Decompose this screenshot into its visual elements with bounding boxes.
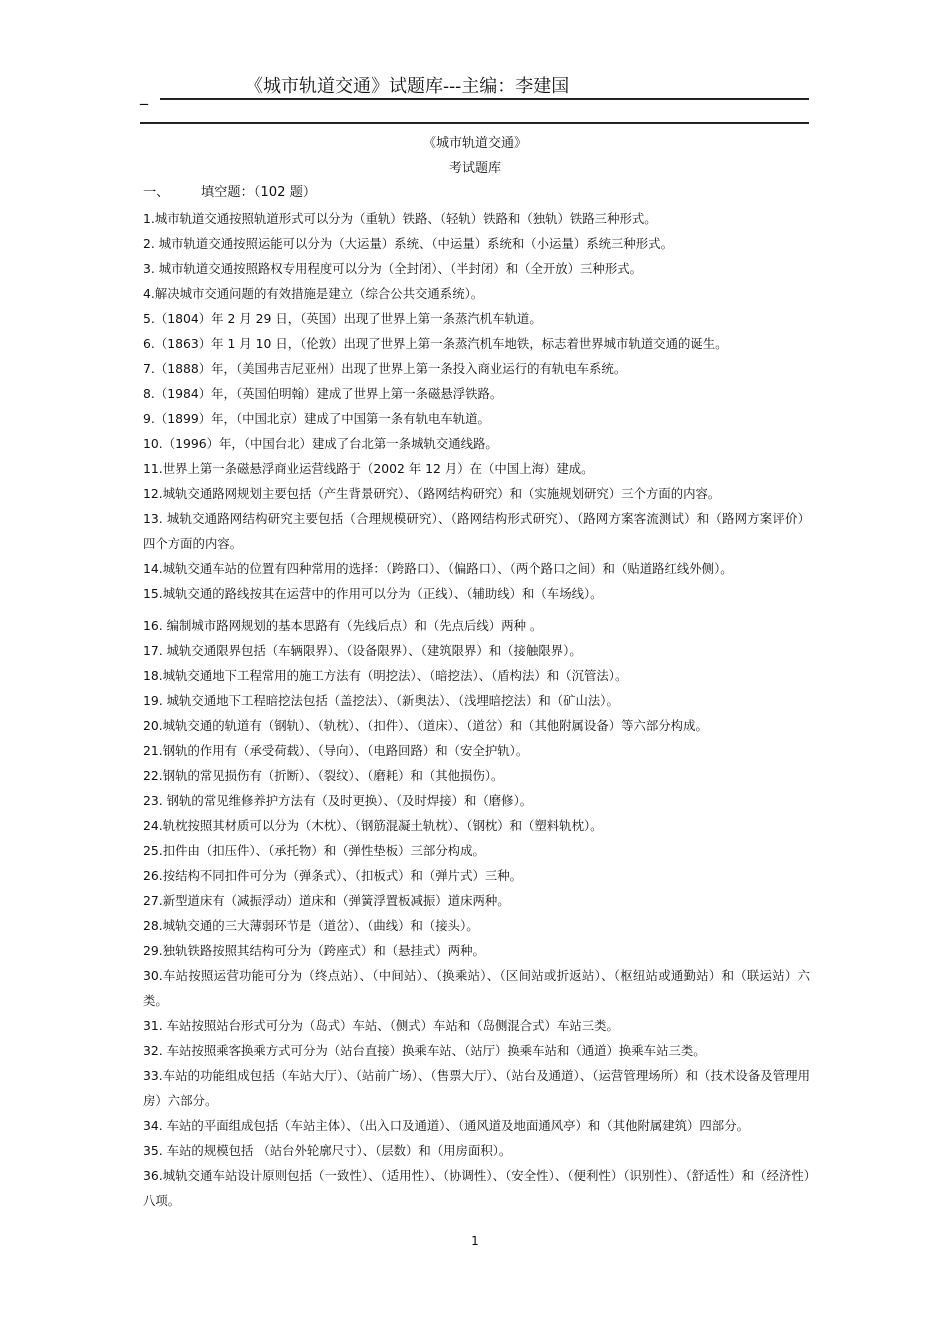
question-item: 36.城轨交通车站设计原则包括（一致性）、（适用性）、（协调性）、（安全性）、（便利性）（识别性）、（舒适性）和（经济性）八项。 (143, 1168, 810, 1208)
question-item: 29.独轨铁路按照其结构可分为（跨座式）和（悬挂式）两种。 (143, 943, 485, 958)
question-item: 33.车站的功能组成包括（车站大厅）、（站前广场）、（售票大厅）、（站台及通道）、（运营管理场所）和（技术设备及管理用房）六部分。 (143, 1068, 810, 1108)
question-item: 18.城轨交通地下工程常用的施工方法有（明挖法）、（暗挖法）、（盾构法）和（沉管法）。 (143, 668, 628, 683)
question-item: 22.钢轨的常见损伤有（折断）、（裂纹）、（磨耗）和（其他损伤）。 (143, 768, 504, 783)
question-item: 34. 车站的平面组成包括（车站主体）、（出入口及通道）、（通风道及地面通风亭）和（其他附属建筑）四部分。 (143, 1118, 749, 1133)
question-item: 19. 城轨交通地下工程暗挖法包括（盖挖法）、（新奥法）、（浅埋暗挖法）和（矿山法）。 (143, 693, 619, 708)
header-rule (160, 98, 809, 100)
question-item: 7.（1888）年，（美国弗吉尼亚州）出现了世界上第一条投入商业运行的有轨电车系统。 (143, 361, 627, 376)
page-number: 1 (471, 1234, 479, 1248)
header-mark: _ (140, 86, 148, 105)
question-item: 35. 车站的规模包括 （站台外轮廓尺寸）、（层数）和（用房面积）。 (143, 1143, 512, 1158)
question-item: 26.按结构不同扣件可分为（弹条式）、（扣板式）和（弹片式）三种。 (143, 868, 523, 883)
question-item: 30.车站按照运营功能可分为（终点站）、（中间站）、（换乘站）、（区间站或折返站）、（枢纽站或通勤站）和（联运站）六类。 (143, 968, 810, 1008)
header-title: 《城市轨道交通》试题库---主编：李建国 (245, 76, 570, 97)
question-item: 13. 城轨交通路网结构研究主要包括（合理规模研究）、（路网结构形式研究）、（路网方案客流测试）和（路网方案评价）四个方面的内容。 (143, 511, 810, 551)
question-item: 20.城轨交通的轨道有（钢轨）、（轨枕）、（扣件）、（道床）、（道岔）和（其他附属设备）等六部分构成。 (143, 718, 708, 733)
question-item: 23. 钢轨的常见维修养护方法有（及时更换）、（及时焊接）和（磨修）。 (143, 793, 533, 808)
question-item: 27.新型道床有（减振浮动）道床和（弹簧浮置板减振）道床两种。 (143, 893, 510, 908)
section-number: 一、 (143, 185, 170, 200)
question-item: 25.扣件由（扣压件）、（承托物）和（弹性垫板）三部分构成。 (143, 843, 485, 858)
question-item: 1.城市轨道交通按照轨道形式可以分为（重轨）铁路、（轻轨）铁路和（独轨）铁路三种形式。 (143, 211, 657, 226)
document-title: 《城市轨道交通》 (422, 136, 527, 151)
question-item: 12.城轨交通路网规划主要包括（产生背景研究）、（路网结构研究）和（实施规划研究）三个方面的内容。 (143, 486, 721, 501)
question-item: 21.钢轨的作用有（承受荷载）、（导向）、（电路回路）和（安全护轨）。 (143, 743, 529, 758)
section-heading (143, 181, 316, 200)
question-item: 9.（1899）年，（中国北京）建成了中国第一条有轨电车轨道。 (143, 411, 490, 426)
document-subtitle: 考试题库 (448, 161, 501, 176)
question-item: 4.解决城市交通问题的有效措施是建立（综合公共交通系统）。 (143, 286, 484, 301)
question-item: 10.（1996）年，（中国台北）建成了台北第一条城轨交通线路。 (143, 436, 498, 451)
divider-rule (140, 122, 809, 124)
section-title: 填空题：（102 题） (201, 185, 317, 200)
question-item: 24.轨枕按照其材质可以分为（木枕）、（钢筋混凝土轨枕）、（钢枕）和（塑料轨枕）。 (143, 818, 603, 833)
question-item: 28.城轨交通的三大薄弱环节是（道岔）、（曲线）和（接头）。 (143, 918, 479, 933)
question-item: 31. 车站按照站台形式可分为（岛式）车站、（侧式）车站和（岛侧混合式）车站三类。 (143, 1018, 619, 1033)
question-item: 14.城轨交通车站的位置有四种常用的选择：（跨路口）、（偏路口）、（两个路口之间）和（贴道路红线外侧）。 (143, 561, 733, 576)
question-item: 5.（1804）年 2 月 29 日，（英国）出现了世界上第一条蒸汽机车轨道。 (143, 311, 542, 326)
paragraph-gap (143, 606, 810, 613)
question-item: 32. 车站按照乘客换乘方式可分为（站台直接）换乘车站、（站厅）换乘车站和（通道）换乘车站三类。 (143, 1043, 706, 1058)
question-item: 16. 编制城市路网规划的基本思路有（先线后点）和（先点后线）两种 。 (143, 618, 543, 633)
question-item: 15.城轨交通的路线按其在运营中的作用可以分为（正线）、（辅助线）和（车场线）。 (143, 586, 603, 601)
question-item: 3. 城市轨道交通按照路权专用程度可以分为（全封闭）、（半封闭）和（全开放）三种形式。 (143, 261, 642, 276)
question-list (143, 206, 810, 1213)
question-item: 6.（1863）年 1 月 10 日，（伦敦）出现了世界上第一条蒸汽机车地铁，标志着世界城市轨道交通的诞生。 (143, 336, 728, 351)
question-item: 11.世界上第一条磁悬浮商业运营线路于（2002 年 12 月）在（中国上海）建成。 (143, 461, 594, 476)
question-item: 8.（1984）年，（英国伯明翰）建成了世界上第一条磁悬浮铁路。 (143, 386, 503, 401)
question-item: 2. 城市轨道交通按照运能可以分为（大运量）系统、（中运量）系统和（小运量）系统三种形式。 (143, 236, 673, 251)
question-item: 17. 城轨交通限界包括（车辆限界）、（设备限界）、（建筑限界）和（接触限界）。 (143, 643, 582, 658)
